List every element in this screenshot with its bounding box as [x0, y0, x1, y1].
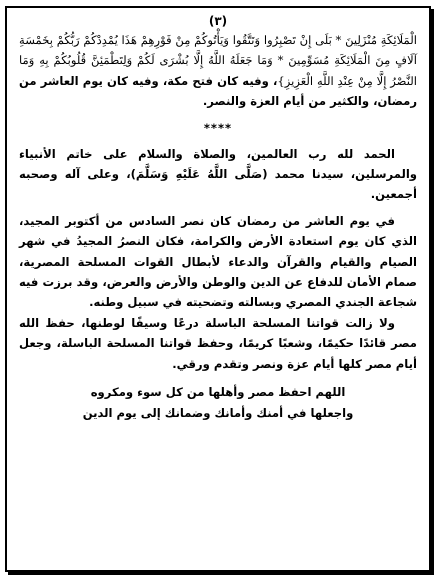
- paragraph-armed-forces: ولا زالت قواتنا المسلحة الباسلة درعًا وسيفًا لوطنها، حفظ الله مصر قائدًا حكيمًا، وشعبًا كريمًا، وحفظ قواتنا المسلحة الباسلة، وجعل أيام مصر كلها أيام عزة ونصر وتقدم ورقي.: [19, 315, 417, 371]
- quran-verse: الْمَلَائِكَةِ مُنْزَلِينَ * بَلَى إِنْ تَصْبِرُوا وَتَتَّقُوا وَيَأْتُوكُمْ مِنْ فَوْرِهِمْ هَذَا يُمْدِدْكُمْ رَبُّكُمْ بِخَمْسَةِ آلَافٍ مِنَ الْمَلَائِكَةِ مُسَوِّمِينَ * وَمَا جَعَلَهُ اللَّهُ إِلَّا بُشْرَى لَكُمْ وَلِتَطْمَئِنَّ قُلُوبُكُمْ بِهِ وَمَا النَّصْرُ إِلَّا مِنْ عِنْدِ اللَّهِ الْعَزِيزِ}: [19, 33, 417, 88]
- paragraph-praise: الحمد لله رب العالمين، والصلاة والسلام على خاتم الأنبياء والمرسلين، سيدنا محمد (صَلَّى اللَّهُ عَلَيْهِ وَسَلَّمَ)، وعلى آله وصحبه أجمعين.: [19, 146, 417, 202]
- section-separator: ****: [203, 120, 233, 135]
- verse-tail: ، وفيه كان فتح مكة، وفيه كان يوم العاشر من رمضان، والكثير من أيام العزة والنصر.: [19, 73, 417, 109]
- prayer-line-2: واجعلها في أمنك وأمانك وضمانك إلى يوم الدين: [82, 405, 354, 420]
- prayer-line-1: اللهم احفظ مصر وأهلها من كل سوء ومكروه: [90, 385, 346, 400]
- page-frame: [5, 6, 431, 572]
- verse-block: [19, 30, 417, 112]
- paragraph-tenth-ramadan: في يوم العاشر من رمضان كان نصر السادس من أكتوبر المجيد، الذي كان يوم استعادة الأرض والكرامة، فكان النصرُ المجيدُ في شهر الصيام والقيام والقرآن والدعاء لأبطال القوات المسلحة المصرية، صمام الأمان للدفاع عن الدين والوطن والأرض والعرض، وقد برزت فيه شجاعة الجندي المصري وبسالته وتضحيته في سبيل وطنه.: [19, 213, 417, 310]
- closing-prayer: [19, 382, 417, 423]
- page-number: (٣): [208, 14, 228, 28]
- document-content: [19, 12, 417, 566]
